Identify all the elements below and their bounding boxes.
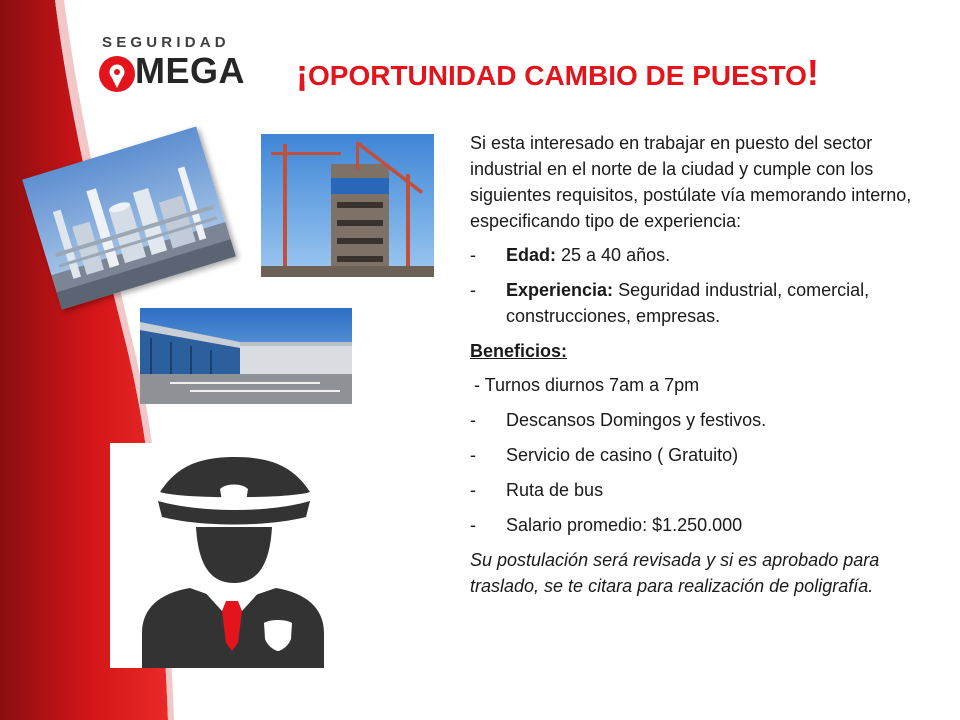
requirement-item (470, 242, 940, 268)
offer-description (470, 130, 940, 599)
construction-site-photo (261, 134, 434, 277)
list-dash: - (470, 480, 476, 500)
title-close-mark: ! (806, 52, 819, 93)
benefit-item (470, 442, 940, 468)
title-text: OPORTUNIDAD CAMBIO DE PUESTO (308, 60, 807, 91)
benefits-heading: Beneficios: (470, 341, 568, 361)
intro-paragraph: Si esta interesado en trabajar en puesto del sector industrial en el norte de la ciudad y cumple con los siguientes requisitos, postúlate vía memorando interno, especificando tipo de experiencia: (470, 133, 912, 231)
list-dash: - (470, 245, 476, 265)
benefit-item-shifts: - Turnos diurnos 7am a 7pm (474, 375, 700, 395)
requirement-value: Seguridad industrial, comercial, construcciones, empresas. (506, 280, 870, 326)
logo-o-pin-icon (98, 55, 136, 93)
requirement-text (506, 242, 940, 268)
security-guard-icon (110, 443, 356, 668)
list-dash: - (470, 280, 476, 300)
benefit-text: Descansos Domingos y festivos. (506, 410, 767, 430)
requirement-item (470, 277, 940, 329)
benefit-item (470, 477, 940, 503)
benefit-text: Ruta de bus (506, 480, 604, 500)
benefit-item (470, 512, 940, 538)
list-dash: - (470, 445, 476, 465)
title-open-mark: ¡ (296, 52, 308, 93)
page-title (296, 48, 819, 101)
benefit-item (470, 407, 940, 433)
requirement-label: Experiencia: (506, 280, 614, 300)
list-dash: - (470, 410, 476, 430)
requirement-text (506, 277, 940, 329)
benefit-text: Servicio de casino ( Gratuito) (506, 445, 739, 465)
closing-paragraph: Su postulación será revisada y si es aprobado para traslado, se te citara para realización de poligrafía. (470, 550, 880, 596)
requirement-label: Edad: (506, 245, 557, 265)
commercial-building-photo (140, 308, 352, 404)
benefit-text: Salario promedio: $1.250.000 (506, 515, 743, 535)
logo-main-text: MEGA (135, 50, 245, 91)
requirement-value: 25 a 40 años. (556, 245, 671, 265)
logo-top-text: SEGURIDAD (102, 34, 230, 51)
list-dash: - (470, 515, 476, 535)
seguridad-omega-logo (98, 34, 268, 96)
